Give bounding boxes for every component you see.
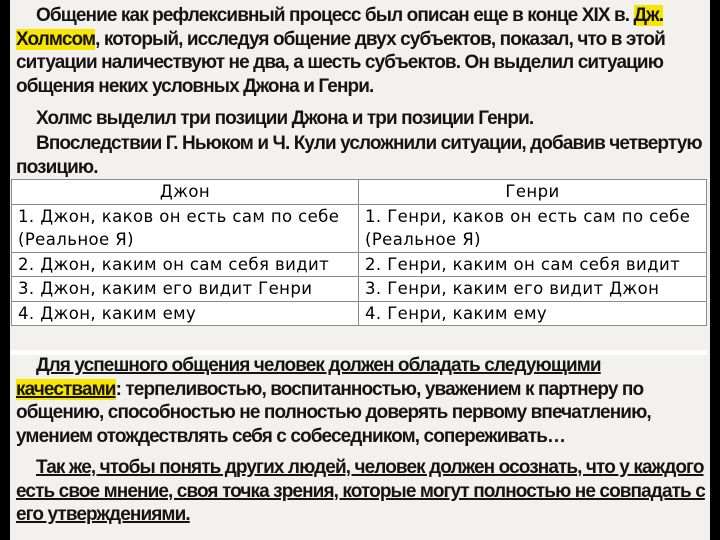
table-cell: 3. Генри, каким его видит Джон [359, 277, 707, 302]
table-header-row [12, 180, 707, 205]
column-header-john: Джон [12, 180, 359, 205]
highlighted-keyword: качествами [16, 378, 116, 400]
intro-paragraph [16, 4, 706, 98]
table-cell: 1. Генри, каков он есть сам по себе (Реальное Я) [359, 204, 707, 252]
table-row [12, 301, 707, 326]
holmes-paragraph: Холмс выделил три позиции Джона и три позиции Генри. [36, 108, 534, 129]
table-row [12, 204, 707, 252]
table-cell: 3. Джон, каким его видит Генри [12, 277, 359, 302]
column-header-henry: Генри [359, 180, 707, 205]
qualities-paragraph [16, 354, 706, 448]
understanding-paragraph: Так же, чтобы понять других людей, человек должен осознать, что у каждого есть свое мнение, своя точка зрения, которые могут полностью не совпадать с его утверждениями. [16, 457, 705, 525]
table-row [12, 252, 707, 277]
table-cell: 1. Джон, каков он есть сам по себе (Реальное Я) [12, 204, 359, 252]
later-paragraph: Впоследствии Г. Ньюком и Ч. Кули усложнили ситуации, добавив четвертую позицию. [16, 133, 702, 178]
qualities-list: : терпеливостью, воспитанностью, уважением к партнеру по общению, способностью не полностью доверять первому впечатлению, умением отождествлять себя с собеседником, сопереживать… [16, 378, 651, 447]
intro-text: Общение как рефлексивный процесс был описан еще в конце XIX в. [36, 5, 634, 26]
positions-table [11, 179, 707, 326]
intro-text-cont: , который, исследуя общение двух субъектов, показал, что в этой ситуации наличествуют не два, а шесть субъектов. Он выделил ситуацию общения неких условных Джона и Генри. [16, 28, 665, 97]
slide [10, 0, 710, 540]
table-cell: 2. Генри, каким он сам себя видит [359, 252, 707, 277]
table-cell: 2. Джон, каким он сам себя видит [12, 252, 359, 277]
highlighted-name: Дж. Холмсом [16, 5, 664, 50]
table-cell: 4. Генри, каким ему [359, 301, 707, 326]
table-row [12, 277, 707, 302]
qualities-lead: Для успешного общения человек должен обладать следующими [36, 355, 601, 376]
table-cell: 4. Джон, каким ему [12, 301, 359, 326]
